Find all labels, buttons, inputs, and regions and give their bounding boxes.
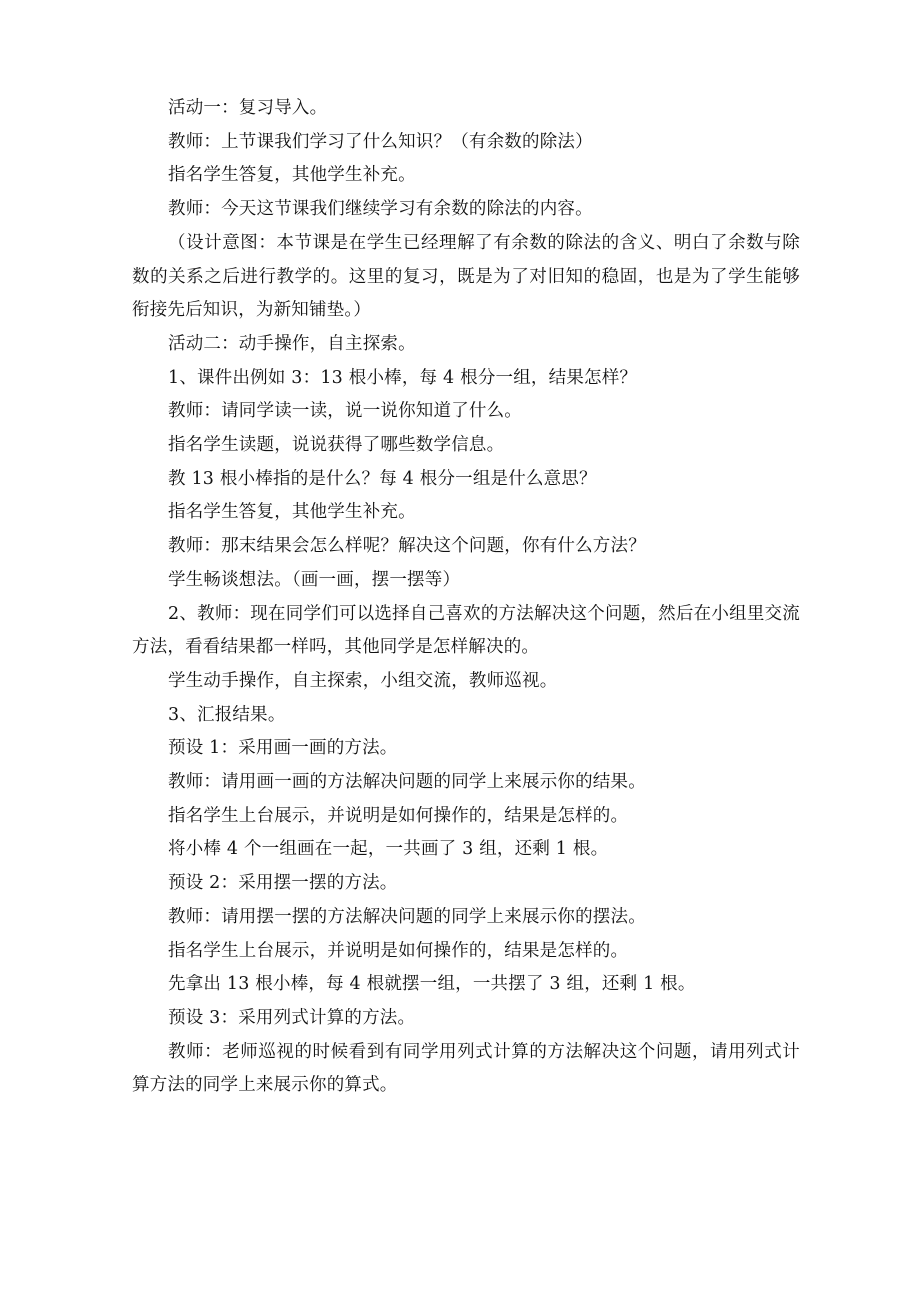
student-line: 指名学生答复，其他学生补充。: [168, 502, 416, 523]
teacher-line: 教师：那末结果会怎么样呢？解决这个问题，你有什么方法？: [168, 536, 646, 557]
student-line: 指名学生答复，其他学生补充。: [168, 165, 416, 186]
teacher-line: 教师：今天这节课我们继续学习有余数的除法的内容。: [168, 199, 593, 220]
student-line: 指名学生读题，说说获得了哪些数学信息。: [168, 435, 505, 456]
example-problem: 1、课件出例如 3：13 根小棒，每 4 根分一组，结果怎样？: [168, 367, 638, 388]
design-intent-note: （设计意图：本节课是在学生已经理解了有余数的除法的含义、明白了余数与除数的关系之后进行教学的。这里的复习，既是为了对旧知的稳固，也是为了学生能够衔接先后知识，为新知铺垫。）: [132, 232, 800, 321]
preset-heading: 预设 3：采用列式计算的方法。: [168, 1007, 416, 1028]
result-line: 将小棒 4 个一组画在一起，一共画了 3 组，还剩 1 根。: [168, 839, 609, 860]
teacher-line: 教师：老师巡视的时候看到有同学用列式计算的方法解决这个问题，请用列式计算方法的同学上来展示你的算式。: [132, 1041, 800, 1096]
activity-one-heading: 活动一：复习导入。: [168, 98, 328, 118]
step-two-instruction: 2、教师：现在同学们可以选择自己喜欢的方法解决这个问题，然后在小组里交流方法，看看结果都一样吗，其他同学是怎样解决的。: [132, 603, 800, 658]
activity-two-heading: 活动二：动手操作，自主探索。: [168, 333, 416, 354]
result-line: 先拿出 13 根小棒，每 4 根就摆一组，一共摆了 3 组，还剩 1 根。: [168, 974, 696, 995]
teacher-line: 教师：上节课我们学习了什么知识？（有余数的除法）: [168, 131, 593, 152]
document-page: [132, 92, 800, 1103]
teacher-line: 教师：请用摆一摆的方法解决问题的同学上来展示你的摆法。: [168, 906, 646, 927]
preset-heading: 预设 1：采用画一画的方法。: [168, 738, 398, 759]
student-line: 指名学生上台展示，并说明是如何操作的，结果是怎样的。: [168, 805, 629, 826]
teacher-question: 教 13 根小棒指的是什么？每 4 根分一组是什么意思？: [168, 468, 597, 489]
student-line: 学生动手操作，自主探索，小组交流，教师巡视。: [168, 670, 558, 691]
preset-heading: 预设 2：采用摆一摆的方法。: [168, 873, 398, 894]
teacher-line: 教师：请同学读一读，说一说你知道了什么。: [168, 401, 522, 422]
student-line: 学生畅谈想法。（画一画，摆一摆等）: [168, 569, 461, 590]
student-line: 指名学生上台展示，并说明是如何操作的，结果是怎样的。: [168, 940, 629, 961]
teacher-line: 教师：请用画一画的方法解决问题的同学上来展示你的结果。: [168, 772, 646, 793]
step-three-heading: 3、汇报结果。: [168, 704, 286, 725]
